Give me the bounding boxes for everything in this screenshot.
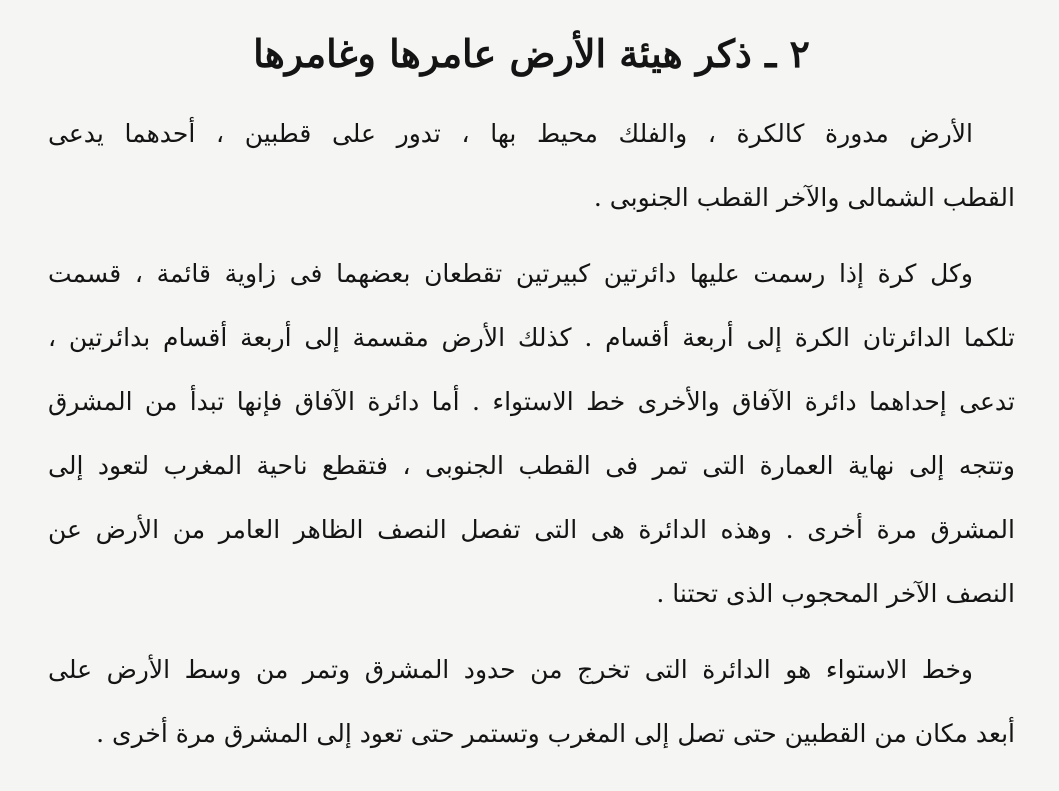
paragraph-2-line-3: تدعى إحداهما دائرة الآفاق والأخرى خط الاستواء . أما دائرة الآفاق فإنها تبدأ من المشرق — [48, 387, 1015, 416]
paragraph-2-line-6: النصف الآخر المحجوب الذى تحتنا . — [656, 579, 1015, 608]
paragraph-2-line-1: وكل كرة إذا رسمت عليها دائرتين كبيرتين تقطعان بعضهما فى زاوية قائمة ، قسمت — [48, 259, 973, 288]
page-title: ٢ ـ ذكر هيئة الأرض عامرها وغامرها — [253, 31, 810, 76]
paragraph-3 — [48, 638, 1015, 766]
paragraph-2 — [48, 242, 1015, 626]
paragraph-2-line-2: تلكما الدائرتان الكرة إلى أربعة أقسام . كذلك الأرض مقسمة إلى أربعة أقسام بدائرتين ، — [48, 323, 1015, 352]
paragraph-1 — [48, 102, 1015, 230]
paragraph-2-line-4: وتتجه إلى نهاية العمارة التى تمر فى القطب الجنوبى ، فتقطع ناحية المغرب لتعود إلى — [48, 451, 1015, 480]
paragraph-3-line-2: أبعد مكان من القطبين حتى تصل إلى المغرب وتستمر حتى تعود إلى المشرق مرة أخرى . — [96, 719, 1015, 748]
paragraph-1-line-2: القطب الشمالى والآخر القطب الجنوبى . — [593, 183, 1015, 212]
paragraph-1-line-1: الأرض مدورة كالكرة ، والفلك محيط بها ، تدور على قطبين ، أحدهما يدعى — [48, 119, 973, 148]
paragraph-3-line-1: وخط الاستواء هو الدائرة التى تخرج من حدود المشرق وتمر من وسط الأرض على — [48, 655, 973, 684]
paragraph-2-line-5: المشرق مرة أخرى . وهذه الدائرة هى التى تفصل النصف الظاهر العامر من الأرض عن — [48, 515, 1015, 544]
